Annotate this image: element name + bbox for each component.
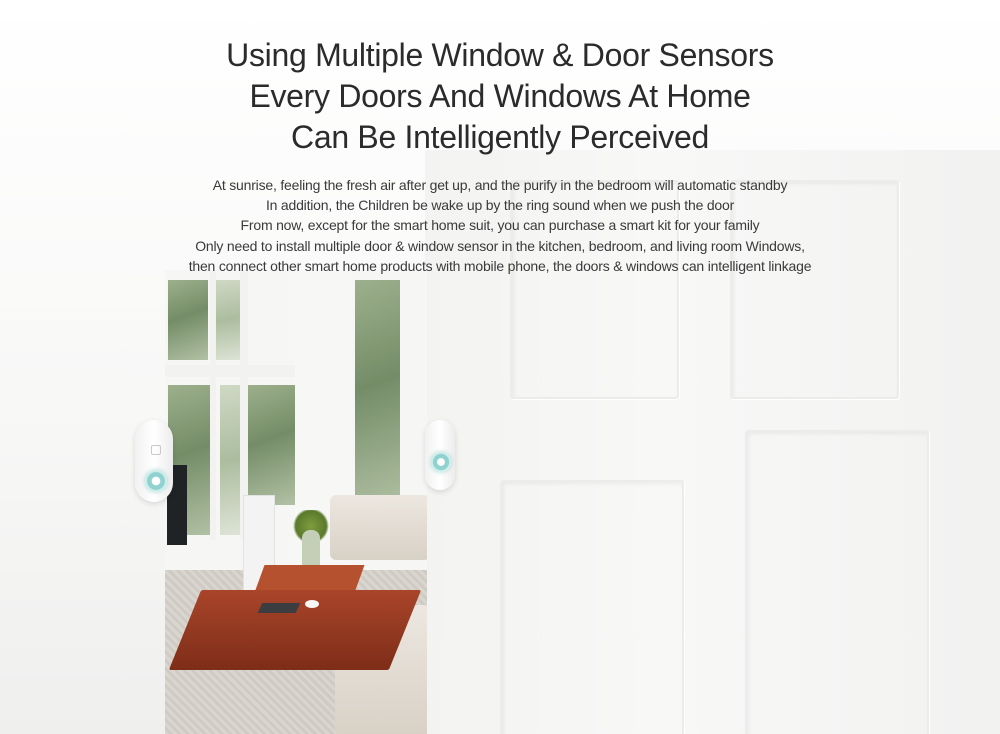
door-panel [745,430,929,734]
cup [305,600,319,608]
window-sensor [425,420,455,490]
book [258,603,301,613]
headline-line: Using Multiple Window & Door Sensors [226,37,774,73]
sofa [330,495,427,560]
headline-line: Can Be Intelligently Perceived [291,119,709,155]
door-panel [500,480,684,734]
sensor-indicator-light [431,452,451,472]
description-line: In addition, the Children be wake up by the ring sound when we push the door [265,197,735,214]
description [0,175,1000,276]
headline [0,35,1000,158]
headline-line: Every Doors And Windows At Home [249,78,751,114]
description-line: Only need to install multiple door & window sensor in the kitchen, bedroom, and living room Windows, [195,237,805,254]
living-room-view [165,270,427,734]
sensor-indicator-light [145,470,167,492]
description-line: From now, except for the smart home suit, you can purchase a smart kit for your family [240,217,760,234]
garden-view [168,280,208,360]
door-sensor [135,420,173,502]
description-line: then connect other smart home products with mobile phone, the doors & windows can intelligent linkage [188,257,812,274]
coffee-table [169,590,421,670]
mi-logo-icon [151,445,161,455]
description-line: At sunrise, feeling the fresh air after get up, and the purify in the bedroom will automatic standby [212,177,788,193]
